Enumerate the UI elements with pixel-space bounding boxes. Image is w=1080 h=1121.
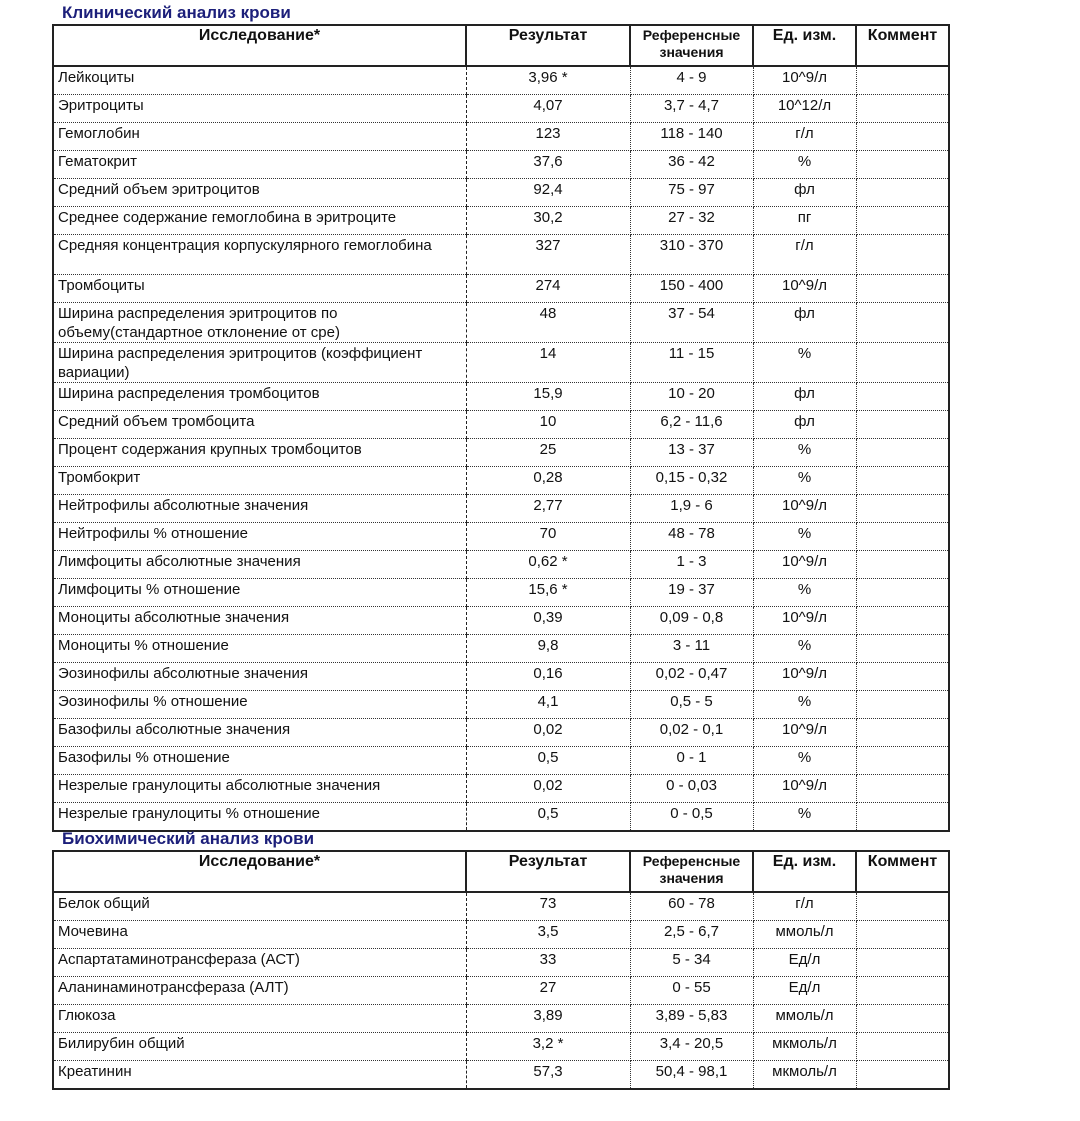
test-name-cell: Гематокрит — [53, 151, 466, 179]
reference-range-cell: 4 - 9 — [630, 66, 753, 95]
result-cell: 0,5 — [466, 747, 630, 775]
reference-range-cell: 150 - 400 — [630, 275, 753, 303]
table-row — [53, 977, 949, 1005]
unit-cell: Ед/л — [753, 977, 856, 1005]
comment-cell — [856, 151, 949, 179]
comment-cell — [856, 179, 949, 207]
table-row — [53, 383, 949, 411]
table-row — [53, 747, 949, 775]
result-cell: 25 — [466, 439, 630, 467]
table-row — [53, 892, 949, 921]
comment-cell — [856, 523, 949, 551]
result-cell: 70 — [466, 523, 630, 551]
unit-cell: 10^9/л — [753, 275, 856, 303]
reference-range-cell: 0,5 - 5 — [630, 691, 753, 719]
table-row — [53, 275, 949, 303]
reference-range-cell: 0 - 0,5 — [630, 803, 753, 832]
unit-cell: мкмоль/л — [753, 1033, 856, 1061]
reference-range-cell: 27 - 32 — [630, 207, 753, 235]
result-cell: 15,9 — [466, 383, 630, 411]
test-name-cell: Белок общий — [53, 892, 466, 921]
comment-cell — [856, 275, 949, 303]
unit-cell: % — [753, 151, 856, 179]
table-row — [53, 411, 949, 439]
result-cell: 10 — [466, 411, 630, 439]
comment-cell — [856, 95, 949, 123]
reference-range-cell: 0 - 1 — [630, 747, 753, 775]
biochemical-results-table — [52, 850, 950, 1090]
test-name-cell: Билирубин общий — [53, 1033, 466, 1061]
test-name-cell: Ширина распределения тромбоцитов — [53, 383, 466, 411]
result-cell: 2,77 — [466, 495, 630, 523]
test-name-cell: Эозинофилы % отношение — [53, 691, 466, 719]
clinical-results-table — [52, 24, 950, 832]
header-result: Результат — [466, 851, 630, 892]
unit-cell: % — [753, 523, 856, 551]
unit-cell: % — [753, 579, 856, 607]
unit-cell: пг — [753, 207, 856, 235]
unit-cell: г/л — [753, 235, 856, 275]
reference-range-cell: 0,02 - 0,1 — [630, 719, 753, 747]
reference-range-cell: 1 - 3 — [630, 551, 753, 579]
result-cell: 0,5 — [466, 803, 630, 832]
result-cell: 123 — [466, 123, 630, 151]
test-name-cell: Моноциты % отношение — [53, 635, 466, 663]
comment-cell — [856, 383, 949, 411]
comment-cell — [856, 691, 949, 719]
result-cell: 0,02 — [466, 719, 630, 747]
result-cell: 48 — [466, 303, 630, 343]
header-result: Результат — [466, 25, 630, 66]
header-reference-line2: значения — [659, 870, 724, 886]
header-reference-line1: Референсные — [642, 27, 741, 43]
unit-cell: г/л — [753, 123, 856, 151]
test-name-cell: Незрелые гранулоциты абсолютные значения — [53, 775, 466, 803]
header-reference-line2: значения — [659, 44, 724, 60]
comment-cell — [856, 775, 949, 803]
unit-cell: % — [753, 343, 856, 383]
unit-cell: г/л — [753, 892, 856, 921]
unit-cell: мкмоль/л — [753, 1061, 856, 1090]
table-row — [53, 467, 949, 495]
comment-cell — [856, 977, 949, 1005]
result-cell: 30,2 — [466, 207, 630, 235]
test-name-cell: Лимфоциты абсолютные значения — [53, 551, 466, 579]
test-name-cell: Эозинофилы абсолютные значения — [53, 663, 466, 691]
header-reference — [630, 25, 753, 66]
table-header-row — [53, 851, 949, 892]
reference-range-cell: 3 - 11 — [630, 635, 753, 663]
comment-cell — [856, 235, 949, 275]
test-name-cell: Процент содержания крупных тромбоцитов — [53, 439, 466, 467]
reference-range-cell: 310 - 370 — [630, 235, 753, 275]
test-name-cell: Глюкоза — [53, 1005, 466, 1033]
unit-cell: 10^9/л — [753, 663, 856, 691]
unit-cell: 10^9/л — [753, 551, 856, 579]
comment-cell — [856, 663, 949, 691]
header-comment: Коммент — [856, 25, 949, 66]
test-name-cell: Средний объем тромбоцита — [53, 411, 466, 439]
reference-range-cell: 0 - 0,03 — [630, 775, 753, 803]
test-name-cell: Средний объем эритроцитов — [53, 179, 466, 207]
result-cell: 15,6 * — [466, 579, 630, 607]
table-row — [53, 949, 949, 977]
unit-cell: 10^9/л — [753, 495, 856, 523]
reference-range-cell: 1,9 - 6 — [630, 495, 753, 523]
result-cell: 0,39 — [466, 607, 630, 635]
result-cell: 73 — [466, 892, 630, 921]
comment-cell — [856, 892, 949, 921]
reference-range-cell: 2,5 - 6,7 — [630, 921, 753, 949]
test-name-cell: Базофилы абсолютные значения — [53, 719, 466, 747]
test-name-cell: Мочевина — [53, 921, 466, 949]
result-cell: 0,02 — [466, 775, 630, 803]
test-name-cell: Средняя концентрация корпускулярного гемоглобина — [53, 235, 466, 275]
header-comment: Коммент — [856, 851, 949, 892]
table-row — [53, 1033, 949, 1061]
result-cell: 57,3 — [466, 1061, 630, 1090]
result-cell: 37,6 — [466, 151, 630, 179]
comment-cell — [856, 66, 949, 95]
reference-range-cell: 37 - 54 — [630, 303, 753, 343]
result-cell: 327 — [466, 235, 630, 275]
result-cell: 9,8 — [466, 635, 630, 663]
table-row — [53, 95, 949, 123]
table-row — [53, 635, 949, 663]
table-row — [53, 303, 949, 343]
test-name-cell: Базофилы % отношение — [53, 747, 466, 775]
test-name-cell: Аспартатаминотрансфераза (АСТ) — [53, 949, 466, 977]
header-unit: Ед. изм. — [753, 25, 856, 66]
reference-range-cell: 3,7 - 4,7 — [630, 95, 753, 123]
section-title: Клинический анализ крови — [62, 3, 291, 22]
result-cell: 92,4 — [466, 179, 630, 207]
test-name-cell: Аланинаминотрансфераза (АЛТ) — [53, 977, 466, 1005]
result-cell: 4,07 — [466, 95, 630, 123]
test-name-cell: Тромбоциты — [53, 275, 466, 303]
comment-cell — [856, 803, 949, 832]
test-name-cell: Нейтрофилы % отношение — [53, 523, 466, 551]
unit-cell: 10^9/л — [753, 775, 856, 803]
reference-range-cell: 3,4 - 20,5 — [630, 1033, 753, 1061]
table-row — [53, 66, 949, 95]
unit-cell: % — [753, 467, 856, 495]
table-header-row — [53, 25, 949, 66]
clinical-results-body — [53, 66, 949, 831]
comment-cell — [856, 123, 949, 151]
comment-cell — [856, 467, 949, 495]
comment-cell — [856, 495, 949, 523]
comment-cell — [856, 719, 949, 747]
table-row — [53, 439, 949, 467]
biochemical-results-body — [53, 892, 949, 1089]
table-row — [53, 1005, 949, 1033]
table-row — [53, 343, 949, 383]
table-row — [53, 803, 949, 832]
result-cell: 0,16 — [466, 663, 630, 691]
unit-cell: 10^12/л — [753, 95, 856, 123]
reference-range-cell: 0 - 55 — [630, 977, 753, 1005]
comment-cell — [856, 635, 949, 663]
unit-cell: 10^9/л — [753, 66, 856, 95]
header-unit: Ед. изм. — [753, 851, 856, 892]
table-row — [53, 921, 949, 949]
reference-range-cell: 75 - 97 — [630, 179, 753, 207]
clinical-blood-analysis-section — [52, 2, 948, 832]
header-test: Исследование* — [53, 25, 466, 66]
reference-range-cell: 10 - 20 — [630, 383, 753, 411]
table-row — [53, 579, 949, 607]
reference-range-cell: 5 - 34 — [630, 949, 753, 977]
unit-cell: фл — [753, 179, 856, 207]
unit-cell: % — [753, 635, 856, 663]
comment-cell — [856, 207, 949, 235]
table-row — [53, 775, 949, 803]
unit-cell: фл — [753, 303, 856, 343]
comment-cell — [856, 343, 949, 383]
unit-cell: ммоль/л — [753, 921, 856, 949]
comment-cell — [856, 579, 949, 607]
reference-range-cell: 19 - 37 — [630, 579, 753, 607]
reference-range-cell: 11 - 15 — [630, 343, 753, 383]
unit-cell: % — [753, 439, 856, 467]
comment-cell — [856, 607, 949, 635]
reference-range-cell: 118 - 140 — [630, 123, 753, 151]
comment-cell — [856, 1033, 949, 1061]
comment-cell — [856, 411, 949, 439]
test-name-cell: Лейкоциты — [53, 66, 466, 95]
result-cell: 3,2 * — [466, 1033, 630, 1061]
unit-cell: 10^9/л — [753, 719, 856, 747]
result-cell: 4,1 — [466, 691, 630, 719]
unit-cell: % — [753, 747, 856, 775]
result-cell: 3,89 — [466, 1005, 630, 1033]
unit-cell: Ед/л — [753, 949, 856, 977]
table-row — [53, 663, 949, 691]
unit-cell: % — [753, 803, 856, 832]
test-name-cell: Среднее содержание гемоглобина в эритроците — [53, 207, 466, 235]
table-row — [53, 691, 949, 719]
table-row — [53, 207, 949, 235]
result-cell: 3,5 — [466, 921, 630, 949]
table-row — [53, 123, 949, 151]
table-row — [53, 151, 949, 179]
reference-range-cell: 13 - 37 — [630, 439, 753, 467]
reference-range-cell: 0,02 - 0,47 — [630, 663, 753, 691]
result-cell: 14 — [466, 343, 630, 383]
comment-cell — [856, 949, 949, 977]
test-name-cell: Ширина распределения эритроцитов по объему(стандартное отклонение от сре) — [53, 303, 466, 343]
table-row — [53, 1061, 949, 1090]
test-name-cell: Эритроциты — [53, 95, 466, 123]
test-name-cell: Нейтрофилы абсолютные значения — [53, 495, 466, 523]
test-name-cell: Незрелые гранулоциты % отношение — [53, 803, 466, 832]
section-title: Биохимический анализ крови — [62, 829, 315, 848]
test-name-cell: Тромбокрит — [53, 467, 466, 495]
unit-cell: фл — [753, 383, 856, 411]
header-reference — [630, 851, 753, 892]
reference-range-cell: 6,2 - 11,6 — [630, 411, 753, 439]
comment-cell — [856, 551, 949, 579]
test-name-cell: Креатинин — [53, 1061, 466, 1090]
reference-range-cell: 60 - 78 — [630, 892, 753, 921]
table-row — [53, 607, 949, 635]
reference-range-cell: 36 - 42 — [630, 151, 753, 179]
table-row — [53, 719, 949, 747]
biochemical-blood-analysis-section — [52, 828, 948, 1090]
result-cell: 0,62 * — [466, 551, 630, 579]
test-name-cell: Ширина распределения эритроцитов (коэффициент вариации) — [53, 343, 466, 383]
comment-cell — [856, 1061, 949, 1090]
result-cell: 274 — [466, 275, 630, 303]
table-row — [53, 551, 949, 579]
reference-range-cell: 0,09 - 0,8 — [630, 607, 753, 635]
comment-cell — [856, 439, 949, 467]
result-cell: 3,96 * — [466, 66, 630, 95]
reference-range-cell: 0,15 - 0,32 — [630, 467, 753, 495]
table-row — [53, 495, 949, 523]
table-row — [53, 235, 949, 275]
test-name-cell: Гемоглобин — [53, 123, 466, 151]
header-test: Исследование* — [53, 851, 466, 892]
result-cell: 33 — [466, 949, 630, 977]
reference-range-cell: 50,4 - 98,1 — [630, 1061, 753, 1090]
test-name-cell: Лимфоциты % отношение — [53, 579, 466, 607]
comment-cell — [856, 303, 949, 343]
unit-cell: 10^9/л — [753, 607, 856, 635]
comment-cell — [856, 921, 949, 949]
table-row — [53, 179, 949, 207]
comment-cell — [856, 1005, 949, 1033]
unit-cell: ммоль/л — [753, 1005, 856, 1033]
unit-cell: % — [753, 691, 856, 719]
test-name-cell: Моноциты абсолютные значения — [53, 607, 466, 635]
result-cell: 27 — [466, 977, 630, 1005]
unit-cell: фл — [753, 411, 856, 439]
table-row — [53, 523, 949, 551]
header-reference-line1: Референсные — [642, 853, 741, 869]
comment-cell — [856, 747, 949, 775]
result-cell: 0,28 — [466, 467, 630, 495]
reference-range-cell: 3,89 - 5,83 — [630, 1005, 753, 1033]
reference-range-cell: 48 - 78 — [630, 523, 753, 551]
